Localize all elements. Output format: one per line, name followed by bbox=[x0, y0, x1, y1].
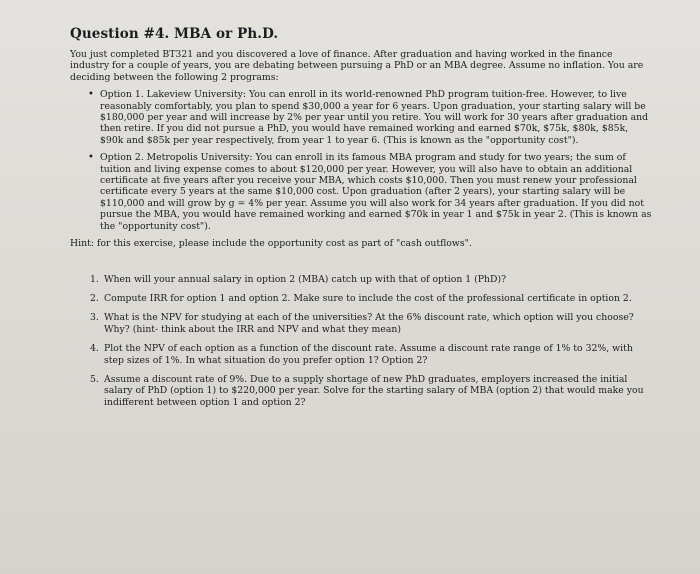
hint-paragraph: Hint: for this exercise, please include the opportunity cost as part of "cash outflows". bbox=[70, 238, 472, 250]
questions-list bbox=[66, 274, 654, 409]
question-text: What is the NPV for studying at each of the universities? At the 6% discount rate, which option will you choose? Why? (hint- think about the IRR and NPV and what they mean) bbox=[104, 312, 634, 335]
question-number: 4. bbox=[90, 343, 99, 355]
question-text: Plot the NPV of each option as a function of the discount rate. Assume a discount rate range of 1% to 32%, with step sizes of 1%. In what situation do you prefer option 1? Option 2? bbox=[104, 343, 633, 366]
options-list bbox=[66, 89, 654, 232]
bullet-icon: • bbox=[88, 89, 94, 101]
option-text: Option 1. Lakeview University: You can enroll in its world-renowned PhD program tuition-free. However, to live reasonably comfortably, you plan to spend $30,000 a year for 6 years. Upon graduation, your starting salary will be $180,000 per year and will increase by 2% per year until you retire. You will work for 30 years after graduation and then retire. If you did not pursue a PhD, you would have remained working and earned $70k, $75k, $80k, $85k, $90k and $85k per year respectively, from year 1 to year 6. (This is known as the "opportunity cost"). bbox=[100, 89, 649, 146]
question-text: Assume a discount rate of 9%. Due to a supply shortage of new PhD graduates, employers increased the initial salary of PhD (option 1) to $220,000 per year. Solve for the starting salary of MBA (option 2) that would make you indifferent between option 1 and option 2? bbox=[104, 373, 644, 408]
question-item-4 bbox=[90, 343, 654, 366]
question-item-5 bbox=[90, 374, 654, 408]
question-text: Compute IRR for option 1 and option 2. Make sure to include the cost of the professional certificate in option 2. bbox=[104, 292, 632, 304]
question-number: 5. bbox=[90, 373, 99, 385]
intro-paragraph: You just completed BT321 and you discovered a love of finance. After graduation and having worked in the finance industry for a couple of years, you are debating between pursuing a PhD or an MBA degree. Assume no inflation. You are deciding between the following 2 programs: bbox=[70, 49, 644, 83]
option-item-1 bbox=[88, 89, 654, 146]
question-number: 1. bbox=[90, 273, 99, 285]
question-item-2 bbox=[90, 293, 654, 304]
question-title: Question #4. MBA or Ph.D. bbox=[70, 26, 279, 42]
question-item-1 bbox=[90, 274, 654, 285]
question-item-3 bbox=[90, 312, 654, 335]
option-item-2 bbox=[88, 152, 654, 232]
question-text: When will your annual salary in option 2 (MBA) catch up with that of option 1 (PhD)? bbox=[104, 273, 507, 285]
option-text: Option 2. Metropolis University: You can enroll in its famous MBA program and study for two years; the sum of tuition and living expense comes to about $120,000 per year. However, you will also have to obtain an additional certificate at five years after you receive your MBA, which costs $10,000. Then you must renew your professional certificate every 5 years at the same $10,000 cost. Upon graduation (after 2 years), your starting salary will be $110,000 and will grow by g = 4% per year. Assume you will also work for 34 years after graduation. If you did not pursue the MBA, you would have remained working and earned $70k in year 1 and $75k in year 2. (This is known as the "opportunity cost"). bbox=[100, 152, 652, 232]
bullet-icon: • bbox=[88, 152, 94, 164]
question-number: 3. bbox=[90, 312, 99, 324]
question-number: 2. bbox=[90, 292, 99, 304]
